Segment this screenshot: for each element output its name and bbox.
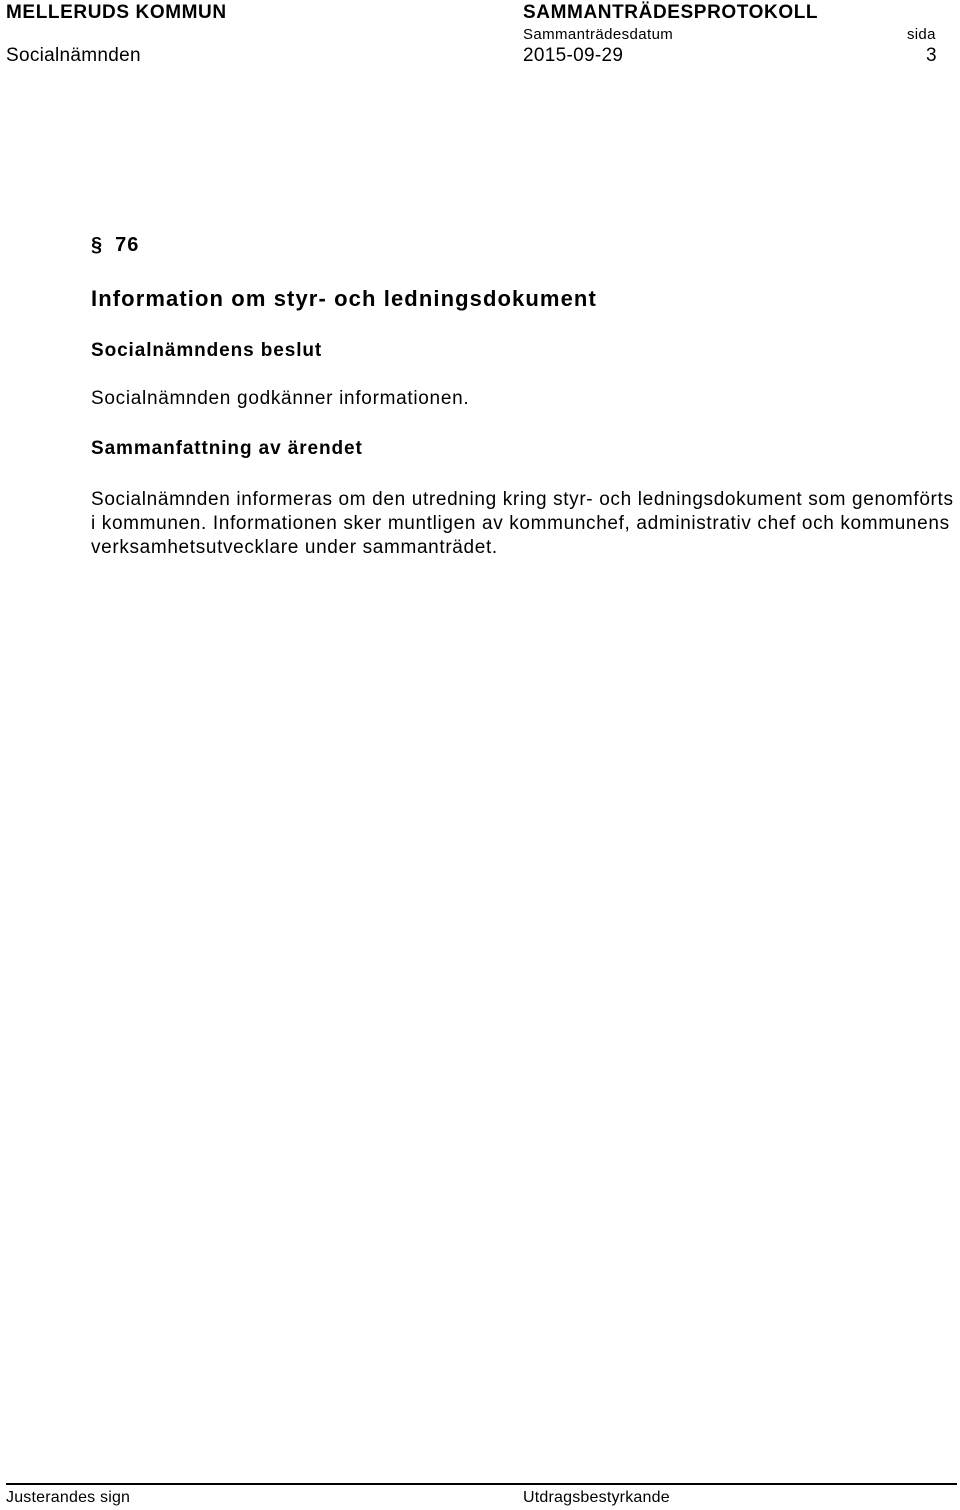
decision-text: Socialnämnden godkänner informationen. [91, 388, 470, 409]
certification-label: Utdragsbestyrkande [523, 1489, 670, 1506]
meeting-date: 2015-09-29 [523, 45, 624, 66]
summary-heading: Sammanfattning av ärendet [91, 438, 363, 459]
decision-heading: Socialnämndens beslut [91, 340, 323, 361]
committee-name: Socialnämnden [6, 45, 141, 66]
item-title: Information om styr- och ledningsdokument [91, 286, 597, 311]
document-type: SAMMANTRÄDESPROTOKOLL [523, 2, 819, 23]
section-number-value: 76 [115, 234, 140, 256]
summary-text: Socialnämnden informeras om den utredning kring styr- och ledningsdokument som genomförts i kommunen. Informationen sker muntligen av kommunchef, administrativ chef och kommunens verksamhetsutvecklare under sammanträdet. [91, 489, 954, 558]
organization-name: MELLERUDS KOMMUN [6, 2, 227, 23]
section-sign: § [91, 234, 104, 256]
page-number: 3 [926, 45, 937, 66]
page-label: sida [907, 26, 936, 43]
section-number [91, 234, 139, 257]
meeting-date-label: Sammanträdesdatum [523, 26, 674, 43]
adjuster-signature-label: Justerandes sign [6, 1489, 131, 1506]
footer-divider [6, 1483, 957, 1485]
